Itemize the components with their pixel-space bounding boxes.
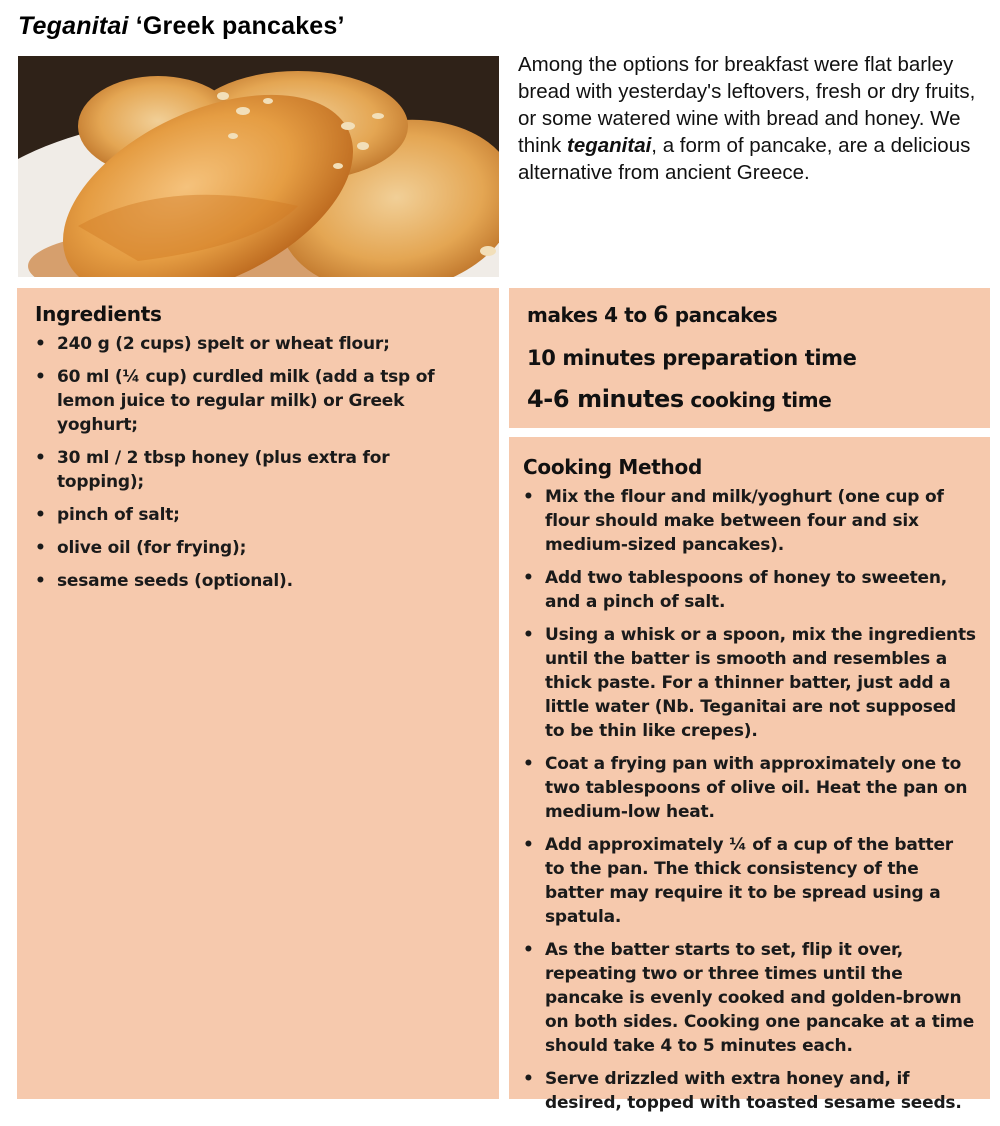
ingredient-item: • 30 ml / 2 tbsp honey (plus extra for topping); xyxy=(35,446,481,494)
servings-pre: makes 4 to xyxy=(527,303,654,327)
ingredient-item: • 240 g (2 cups) spelt or wheat flour; xyxy=(35,332,481,356)
method-step: • Coat a frying pan with approximately one to two tablespoons of olive oil. Heat the pan on medium-low heat. xyxy=(523,752,976,824)
ingredient-item: • olive oil (for frying); xyxy=(35,536,481,560)
method-panel xyxy=(509,437,990,1113)
method-steps-list xyxy=(523,485,976,1115)
method-step: • As the batter starts to set, flip it over, repeating two or three times until the pancake is evenly cooked and golden-brown on both sides. Cooking one pancake at a time should take 4 to 5 minutes each. xyxy=(523,938,976,1058)
title-italic: Teganitai xyxy=(18,12,129,40)
ingredients-heading: Ingredients xyxy=(35,302,162,326)
servings-line xyxy=(527,300,972,331)
method-step: • Add approximately ¼ of a cup of the batter to the pan. The thick consistency of the batter may require it to be spread using a spatula. xyxy=(523,833,976,929)
servings-number: 6 xyxy=(653,303,669,328)
ingredient-item: • pinch of salt; xyxy=(35,503,481,527)
cook-time-line xyxy=(527,383,972,416)
method-step: • Mix the flour and milk/yoghurt (one cup of flour should make between four and six medium-sized pancakes). xyxy=(523,485,976,557)
cook-time-value: 4-6 minutes xyxy=(527,385,684,413)
method-step: • Serve drizzled with extra honey and, if desired, topped with toasted sesame seeds. xyxy=(523,1067,976,1115)
intro-emphasis: teganitai xyxy=(567,134,652,157)
pancakes-photo xyxy=(18,56,499,277)
prep-time-line: 10 minutes preparation time xyxy=(527,346,857,370)
ingredients-panel xyxy=(17,288,499,1099)
intro-text-before: Among the options for breakfast were flat barley bread with yesterday's leftovers, fresh or dry fruits, or some watered wine with bread and honey. We think xyxy=(518,53,976,157)
intro-paragraph xyxy=(518,51,990,186)
page-title xyxy=(18,12,345,41)
method-step: • Using a whisk or a spoon, mix the ingredients until the batter is smooth and resembles a thick paste. For a thinner batter, just add a little water (Nb. Teganitai are not supposed to be thin like crepes). xyxy=(523,623,976,743)
method-heading: Cooking Method xyxy=(523,455,702,479)
timing-panel xyxy=(509,288,990,428)
ingredient-item: • sesame seeds (optional). xyxy=(35,569,481,593)
pancakes-illustration xyxy=(18,56,499,277)
ingredient-item: • 60 ml (¼ cup) curdled milk (add a tsp of lemon juice to regular milk) or Greek yoghurt; xyxy=(35,365,481,437)
intro-text-after: , a form of pancake, are a delicious alternative from ancient Greece. xyxy=(518,134,971,184)
ingredients-list xyxy=(35,332,481,593)
cook-time-label: cooking time xyxy=(683,388,832,412)
servings-post: pancakes xyxy=(668,303,778,327)
method-step: • Add two tablespoons of honey to sweeten, and a pinch of salt. xyxy=(523,566,976,614)
title-rest: ‘Greek pancakes’ xyxy=(128,12,345,40)
